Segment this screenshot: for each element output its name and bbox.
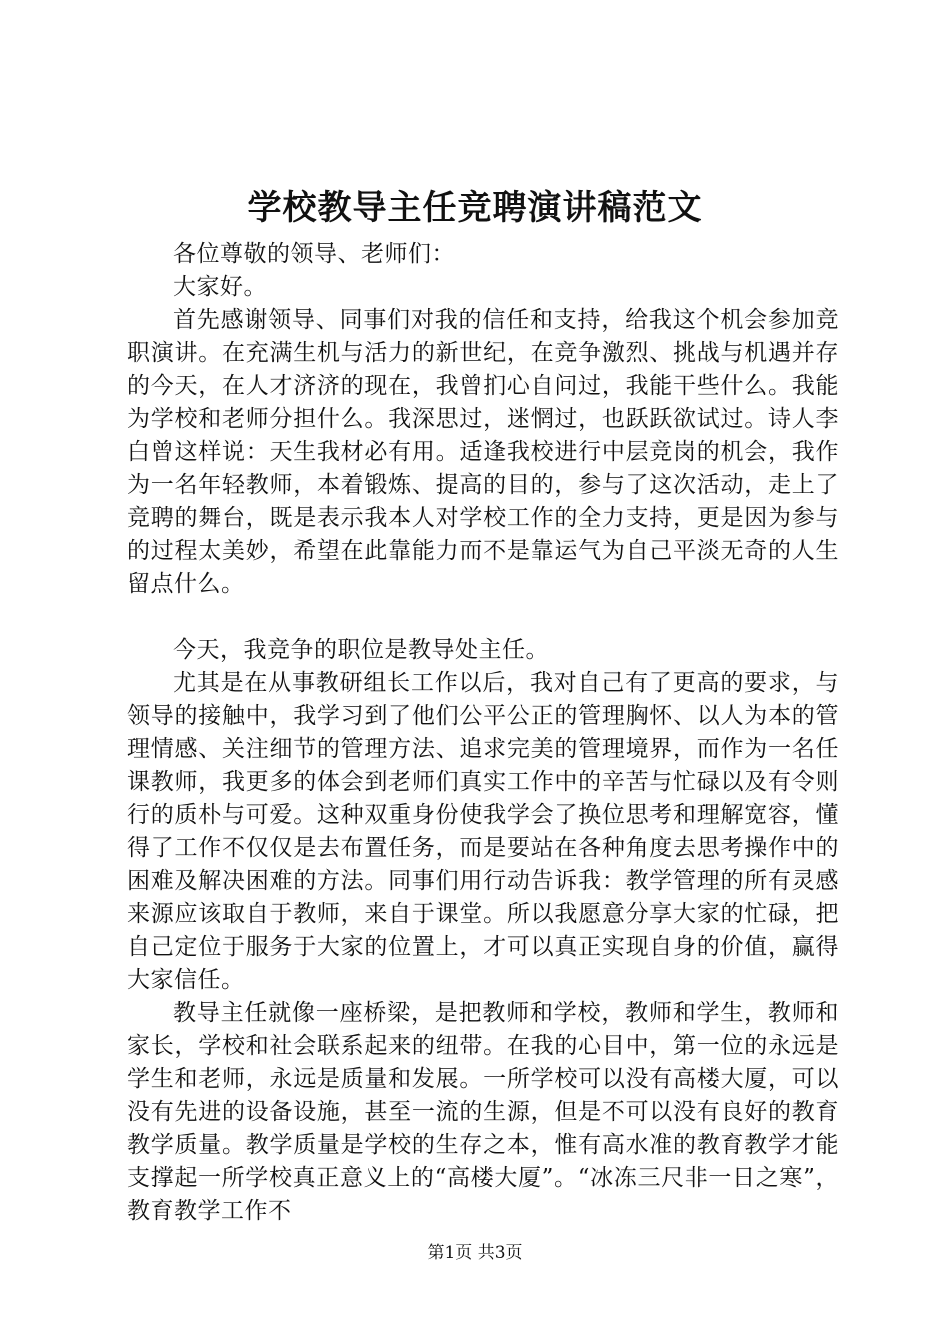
greeting-paragraph: 大家好。 bbox=[173, 274, 267, 300]
salutation-paragraph: 各位尊敬的领导、老师们： bbox=[173, 241, 455, 267]
document-title: 学校教导主任竞聘演讲稿范文 bbox=[247, 188, 703, 228]
page-number-footer: 第1页 共3页 bbox=[427, 1243, 523, 1263]
body-paragraph: 教导主任就像一座桥梁，是把教师和学校，教师和学生，教师和家长，学校和社会联系起来的纽带。在我的心目中，第一位的永远是学生和老师，永远是质量和发展。一所学校可以没有高楼大厦，可以没有先进的设备设施，甚至一流的生源，但是不可以没有良好的教育教学质量。教学质量是学校的生存之本，惟有高水准的教育教学才能支撑起一所学校真正意义上的“高楼大厦”。“冰冻三尺非一日之寒”，教育教学工作不 bbox=[127, 1000, 839, 1224]
body-paragraph: 尤其是在从事教研组长工作以后，我对自己有了更高的要求，与领导的接触中，我学习到了他们公平公正的管理胸怀、以人为本的管理情感、关注细节的管理方法、追求完美的管理境界，而作为一名任课教师，我更多的体会到老师们真实工作中的辛苦与忙碌以及有令则行的质朴与可爱。这种双重身份使我学会了换位思考和理解宽容，懂得了工作不仅仅是去布置任务，而是要站在各种角度去思考操作中的困难及解决困难的方法。同事们用行动告诉我：教学管理的所有灵感来源应该取自于教师，来自于课堂。所以我愿意分享大家的忙碌，把自己定位于服务于大家的位置上，才可以真正实现自身的价值，赢得大家信任。 bbox=[127, 670, 839, 993]
document-body bbox=[127, 238, 839, 1228]
body-paragraph: 今天，我竞争的职位是教导处主任。 bbox=[173, 637, 549, 663]
body-paragraph: 首先感谢领导、同事们对我的信任和支持，给我这个机会参加竞职演讲。在充满生机与活力的新世纪，在竞争激烈、挑战与机遇并存的今天，在人才济济的现在，我曾扪心自问过，我能干些什么。我能为学校和老师分担什么。我深思过，迷惘过，也跃跃欲试过。诗人李白曾这样说：天生我材必有用。适逢我校进行中层竞岗的机会，我作为一名年轻教师，本着锻炼、提高的目的，参与了这次活动，走上了竞聘的舞台，既是表示我本人对学校工作的全力支持，更是因为参与的过程太美妙，希望在此靠能力而不是靠运气为自己平淡无奇的人生留点什么。 bbox=[127, 307, 839, 597]
